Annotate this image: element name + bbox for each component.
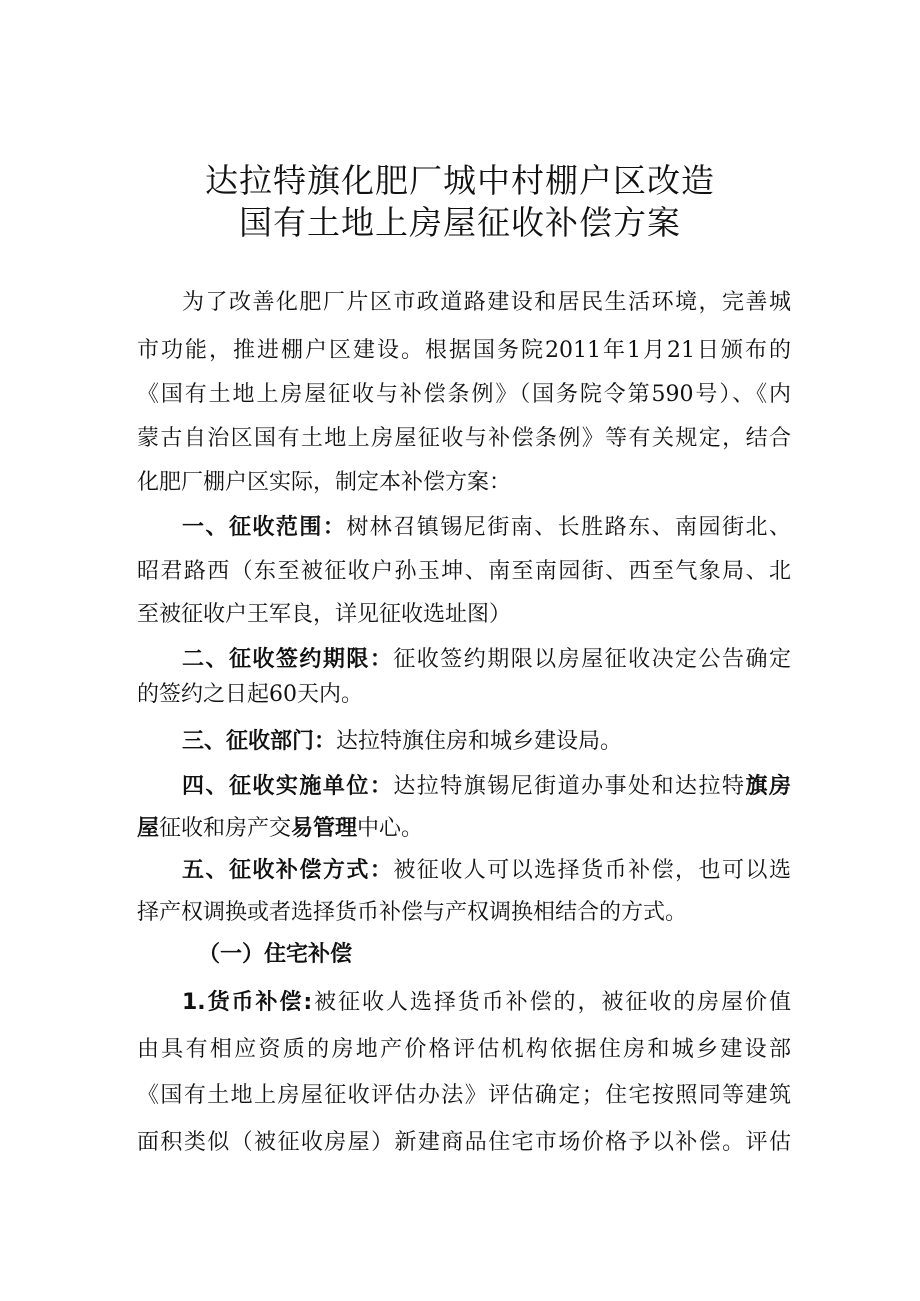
section-5-line-2: 择产权调换或者选择货币补偿与产权调换相结合的方式。 bbox=[137, 900, 688, 925]
section-1-heading: 一、征收范围： bbox=[182, 515, 347, 540]
intro-line-4: 蒙古自治区国有土地上房屋征收与补偿条例》等有关规定，结合 bbox=[137, 426, 791, 451]
section-3-heading: 三、征收部门： bbox=[182, 729, 337, 754]
section-5-line-1 bbox=[182, 856, 791, 886]
item-1-line-2: 由具有相应资质的房地产价格评估机构依据住房和城乡建设部 bbox=[137, 1037, 791, 1062]
section-4-line-2 bbox=[137, 814, 791, 844]
item-1-text: 被征收人选择货币补偿的，被征收的房屋价值 bbox=[312, 990, 791, 1015]
item-1-line-3: 《国有土地上房屋征收评估办法》评估确定；住宅按照同等建筑 bbox=[137, 1083, 791, 1108]
section-3-line-1 bbox=[182, 727, 791, 757]
section-5-text: 被征收人可以选择货币补偿，也可以选 bbox=[393, 858, 791, 883]
section-4-heading: 四、征收实施单位： bbox=[182, 774, 394, 799]
section-4-bold-text: 旗房 bbox=[745, 774, 791, 799]
intro-line-1: 为了改善化肥厂片区市政道路建设和居民生活环境，完善城 bbox=[182, 290, 791, 315]
section-1-line-2: 昭君路西（东至被征收户孙玉坤、南至南园街、西至气象局、北 bbox=[137, 559, 791, 584]
document-title-line-1: 达拉特旗化肥厂城中村棚户区改造 bbox=[205, 161, 715, 200]
section-2-line-1 bbox=[182, 645, 791, 675]
section-4-text-2: 征收和房产交 bbox=[159, 816, 292, 841]
section-4-bold-text-2: 易管理 bbox=[291, 816, 358, 841]
document-title-line-2: 国有土地上房屋征收补偿方案 bbox=[239, 203, 681, 242]
intro-line-5: 化肥厂棚户区实际，制定本补偿方案： bbox=[137, 470, 512, 495]
section-1-line-3: 至被征收户王军良，详见征收选址图） bbox=[137, 602, 512, 627]
section-4-text-3: 中心。 bbox=[357, 816, 424, 841]
item-1-line-1 bbox=[182, 988, 791, 1018]
item-1-heading: 1.货币补偿: bbox=[182, 990, 313, 1015]
section-2-line-2: 的签约之日起60天内。 bbox=[137, 682, 363, 707]
section-4-line-1 bbox=[182, 772, 791, 802]
section-2-text: 征收签约期限以房屋征收决定公告确定 bbox=[393, 647, 791, 672]
section-4-text: 达拉特旗锡尼街道办事处和达拉特 bbox=[393, 774, 746, 799]
section-1-text: 树林召镇锡尼街南、长胜路东、南园街北、 bbox=[346, 515, 791, 540]
section-5-heading: 五、征收补偿方式： bbox=[182, 858, 394, 883]
intro-line-2: 市功能，推进棚户区建设。根据国务院2011年1月21日颁布的 bbox=[137, 338, 791, 363]
section-2-heading: 二、征收签约期限： bbox=[182, 647, 394, 672]
subsection-1-heading: （一）住宅补偿 bbox=[198, 942, 353, 967]
intro-line-3: 《国有土地上房屋征收与补偿条例》（国务院令第590号）、《内 bbox=[137, 382, 791, 407]
section-4-bold-char: 屋 bbox=[137, 816, 160, 841]
item-1-line-4: 面积类似（被征收房屋）新建商品住宅市场价格予以补偿。评估 bbox=[137, 1130, 791, 1155]
section-3-text: 达拉特旗住房和城乡建设局。 bbox=[336, 729, 623, 754]
section-1-line-1 bbox=[182, 513, 791, 543]
